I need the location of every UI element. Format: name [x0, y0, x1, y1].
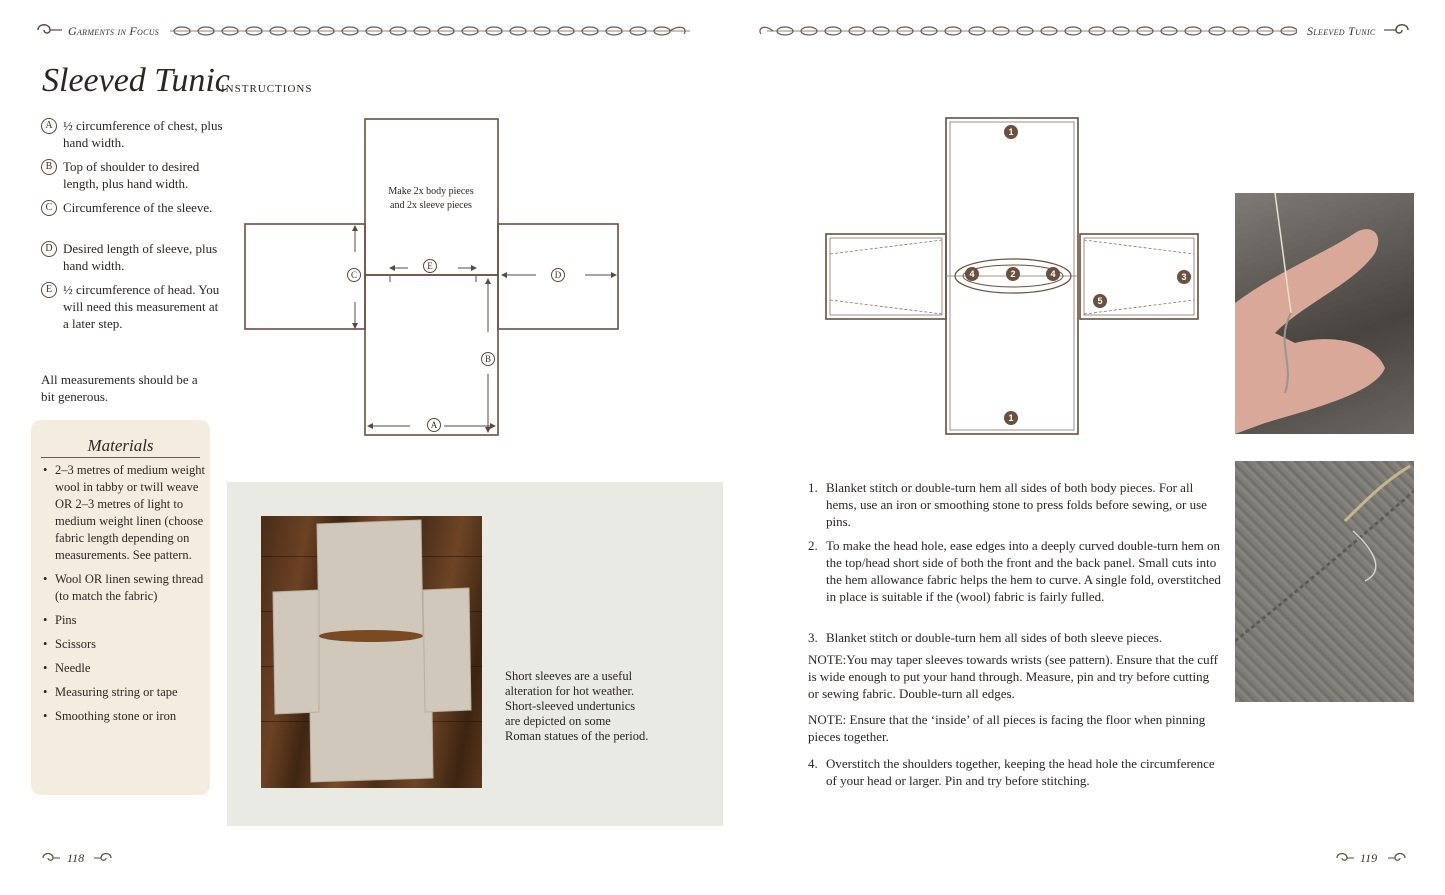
page-title: Sleeved Tunic: [42, 62, 230, 99]
footer-left-ornament-end-icon: [92, 850, 114, 866]
pattern-sleeve-left: [245, 224, 365, 329]
footer-right-ornament-end-icon: [1386, 850, 1408, 866]
step-number: 4.: [808, 756, 818, 771]
step-text: Overstitch the shoulders together, keeping the head hole the circumference of your head or larger. Pin and try before stitching.: [826, 756, 1215, 788]
sewing-marker-bottom: 1: [1008, 413, 1014, 423]
pattern-label-d: D: [554, 270, 562, 280]
header-left-vine-icon: [170, 22, 690, 40]
pattern-body-top: [365, 119, 498, 275]
right-running-title: Sleeved Tunic: [1307, 24, 1376, 38]
footer-right-ornament-icon: [1334, 850, 1356, 866]
materials-item: • Measuring string or tape: [43, 684, 208, 701]
measurement-letter: C: [41, 200, 57, 216]
materials-item: • Scissors: [43, 636, 208, 653]
measurement-text: Desired length of sleeve, plus hand width.: [63, 241, 218, 273]
sewing-marker-right-neck: 4: [1050, 269, 1056, 279]
measurement-letter: E: [41, 282, 57, 298]
step-text: Blanket stitch or double-turn hem all sides of both body pieces. For all hems, use an iron or smoothing stone to press folds before sewing, or use pins.: [826, 480, 1207, 529]
materials-divider: [41, 457, 200, 458]
note-text: NOTE:You may taper sleeves towards wrists (see pattern). Ensure that the cuff is wide enough to put your hand through. Measure, pin and try before cutting or sewing fabric. Double-turn all edges.: [808, 652, 1218, 701]
page-number-right: 119: [1360, 851, 1378, 865]
pattern-label-a: A: [430, 420, 438, 430]
stitched-seam-photo: [1235, 461, 1414, 702]
measurement-text: Circumference of the sleeve.: [63, 200, 213, 215]
sewing-marker-top: 1: [1008, 127, 1014, 137]
pattern-diagram: [240, 112, 630, 442]
pattern-body-bottom: [365, 275, 498, 435]
left-running-title: Garments in Focus: [68, 24, 160, 38]
pattern-label-e: E: [427, 261, 433, 271]
page-subtitle: instructions: [221, 80, 313, 96]
measurement-text: ½ circumference of head. You will need this measurement at a later step.: [63, 282, 220, 331]
pattern-label-b: B: [484, 354, 492, 364]
pattern-note-line2: and 2x sleeve pieces: [390, 200, 472, 211]
measurement-letter: D: [41, 241, 57, 257]
footer-left-ornament-icon: [40, 850, 62, 866]
step-number: 3.: [808, 630, 818, 645]
note-text: NOTE: Ensure that the ‘inside’ of all pieces is facing the floor when pinning pieces together.: [808, 712, 1206, 744]
header-right-ornament-icon: [1382, 20, 1412, 40]
page-number-left: 118: [67, 851, 85, 865]
materials-item: • Needle: [43, 660, 208, 677]
sewing-marker-sleeve-cuff: 3: [1181, 272, 1187, 282]
pattern-label-c: C: [350, 270, 358, 280]
step-number: 1.: [808, 480, 818, 495]
photo-caption: Short sleeves are a useful alteration for hot weather. Short-sleeved undertunics are depicted on some Roman statues of the period.: [505, 669, 649, 743]
generous-note: All measurements should be a bit generous.: [41, 372, 198, 404]
step-text: Blanket stitch or double-turn hem all sides of both sleeve pieces.: [826, 630, 1163, 645]
materials-item: • Pins: [43, 612, 208, 629]
measurement-list: [41, 117, 221, 347]
header-left-ornament-icon: [34, 20, 64, 40]
pattern-note-line1: Make 2x body pieces: [388, 186, 474, 197]
measurement-text: Top of shoulder to desired length, plus hand width.: [63, 159, 200, 191]
tunic-flat-photo: [261, 516, 482, 788]
step-text: To make the head hole, ease edges into a deeply curved double-turn hem on the top/head short side of both the front and the back panel. Small cuts into the hem allowance fabric helps the hem to curve. A single fold, overstitched in place is suitable if the (wool) fabric is fairly fulled.: [826, 538, 1221, 604]
materials-box: [31, 420, 210, 795]
stitching-hand-photo: [1235, 193, 1414, 434]
measurement-letter: A: [41, 118, 57, 134]
sewing-diagram: [820, 112, 1210, 442]
materials-item: • 2–3 metres of medium weight wool in tabby or twill weave OR 2–3 metres of light to medium weight linen (choose fabric length depending on measurements. See pattern.: [43, 462, 208, 564]
step-number: 2.: [808, 538, 818, 553]
materials-item: • Wool OR linen sewing thread (to match the fabric): [43, 571, 208, 605]
materials-list: [43, 462, 208, 732]
measurement-text: ½ circumference of chest, plus hand width.: [63, 118, 223, 150]
sewing-marker-sleeve-edge: 5: [1097, 296, 1103, 306]
sewing-marker-left-neck: 4: [969, 269, 975, 279]
header-right-vine-icon: [757, 22, 1297, 40]
materials-title: Materials: [87, 436, 154, 455]
materials-item: • Smoothing stone or iron: [43, 708, 208, 725]
measurement-letter: B: [41, 159, 57, 175]
sewing-marker-center: 2: [1010, 269, 1016, 279]
